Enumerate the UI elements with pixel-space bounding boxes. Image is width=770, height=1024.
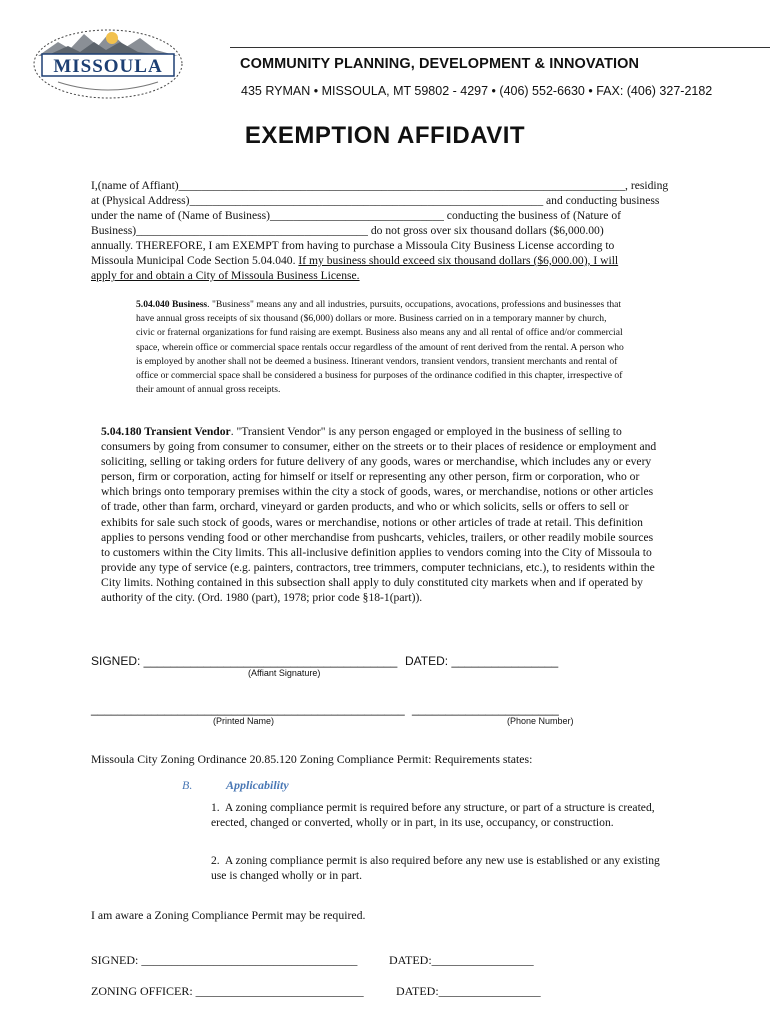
zoning-officer-dated-line[interactable]: DATED:_________________ bbox=[396, 984, 541, 998]
transient-vendor-definition bbox=[101, 424, 661, 605]
org-name: COMMUNITY PLANNING, DEVELOPMENT & INNOVATION bbox=[240, 56, 640, 72]
printed-name-line[interactable]: _______________________________________________ bbox=[91, 702, 405, 716]
requirement-2 bbox=[211, 853, 661, 883]
affiant-line: Business)________________________________________ do not gross over six thousand dollars ($6,000.00) bbox=[91, 224, 604, 237]
affiant-line: at (Physical Address)_____________________________________________________________ and conducting business bbox=[91, 194, 660, 207]
phone-number-line[interactable]: ______________________ bbox=[412, 702, 559, 716]
document-title: EXEMPTION AFFIDAVIT bbox=[244, 122, 526, 149]
affiant-exceed-clause: If my business should exceed six thousand dollars ($6,000.00), I will bbox=[298, 254, 619, 267]
affiant-signature-caption: (Affiant Signature) bbox=[248, 668, 321, 678]
zoning-officer-line[interactable]: ZONING OFFICER: ____________________________ bbox=[91, 984, 364, 998]
affiant-code-ref: Missoula Municipal Code Section 5.04.040. bbox=[91, 254, 299, 267]
affiant-line: I,(name of Affiant)_____________________________________________________________________________, residing bbox=[91, 179, 669, 192]
phone-number-caption: (Phone Number) bbox=[507, 716, 574, 726]
final-dated-line[interactable]: DATED:_________________ bbox=[389, 953, 534, 967]
zoning-intro: Missoula City Zoning Ordinance 20.85.120 Zoning Compliance Permit: Requirements states: bbox=[91, 752, 533, 766]
org-address: 435 RYMAN • MISSOULA, MT 59802 - 4297 • (406) 552-6630 • FAX: (406) 327-2182 bbox=[241, 84, 713, 98]
zoning-awareness-statement: I am aware a Zoning Compliance Permit may be required. bbox=[91, 908, 366, 922]
logo-wordmark: MISSOULA bbox=[53, 56, 163, 77]
business-definition bbox=[136, 298, 626, 397]
transient-vendor-text: . "Transient Vendor" is any person engaged or employed in the business of selling to consumers by going from consumer to consumer, either on the streets or to their places of residence or employment and soliciting, selling or taking orders for future delivery of any goods, wares or merchandise, which includes any or every person, firm or corporation, acting for himself or itself or representing any other person, firm or corporation, who or which brings onto temporary premises within the city a stock of goods, wares, or merchandise, notions or other articles of trade, other than farm, orchard, vineyard or garden products, and who or which solicits, sells or offers to sell or exhibits for sale such stock of goods, wares or merchandise, notions or other articles of trade at retail. This definition applies to persons vending food or other merchandise from pushcarts, vehicles, trailers, or other readily mobile sources to customers within the City limits. This all-inclusive definition applies to vendors coming into the City of Missoula to provide any type of service (e.g. painters, contractors, tree trimmers, computer technicians, etc.), to residents within the City limits. Nothing contained in this subsection shall apply to duly constituted city markets when and if operated by authority of the city. (Ord. 1980 (part), 1978; prior code §18-1(part)). bbox=[101, 425, 657, 605]
requirement-text: A zoning compliance permit is required before any structure, or part of a structure is created, erected, changed or converted, wholly or in part, in its use, occupancy, or construction. bbox=[211, 801, 655, 829]
affiant-dated-line[interactable]: DATED: ________________ bbox=[405, 654, 559, 668]
requirement-text: A zoning compliance permit is also required before any new use is established or any existing use is changed wholly or in part. bbox=[211, 854, 660, 882]
requirement-number: 2. bbox=[211, 854, 220, 867]
missoula-logo bbox=[28, 22, 188, 104]
printed-name-caption: (Printed Name) bbox=[213, 716, 275, 726]
header-divider bbox=[230, 47, 770, 48]
affiant-signed-line[interactable]: SIGNED: ______________________________________ bbox=[91, 654, 398, 668]
requirement-number: 1. bbox=[211, 801, 220, 814]
business-definition-term: 5.04.040 Business bbox=[136, 299, 208, 310]
section-letter: B. bbox=[182, 778, 193, 792]
affiant-line: under the name of (Name of Business)______________________________ conducting the business of (Nature of bbox=[91, 209, 621, 222]
transient-vendor-term: 5.04.180 Transient Vendor bbox=[101, 425, 231, 438]
affiant-statement bbox=[91, 178, 669, 283]
affiant-line: annually. THEREFORE, I am EXEMPT from having to purchase a Missoula City Business License according to bbox=[91, 239, 615, 252]
section-title: Applicability bbox=[226, 778, 289, 792]
business-definition-text: . "Business" means any and all industries, pursuits, occupations, avocations, professions and businesses that have annual gross receipts of six thousand ($6,000) dollars or more. Business carried on in a temporary manner by church, civic or fraternal organizations for fund raising are exempt. Business also means any and all rental of office and/or commercial space, wherein office or commercial space rentals occur regardless of the amount of rent derived from the rental. A person who is employed by another shall not be deemed a business. Itinerant vendors, transient vendors, transient merchants and rental of office or commercial space shall be considered a business for purposes of the ordinance codified in this chapter, irrespective of their amount of annual gross receipts. bbox=[136, 299, 624, 396]
affiant-line bbox=[91, 253, 663, 268]
affiant-exceed-clause-end: apply for and obtain a City of Missoula Business License. bbox=[91, 269, 360, 282]
final-signed-line[interactable]: SIGNED: ____________________________________ bbox=[91, 953, 358, 967]
requirement-1 bbox=[211, 800, 661, 830]
